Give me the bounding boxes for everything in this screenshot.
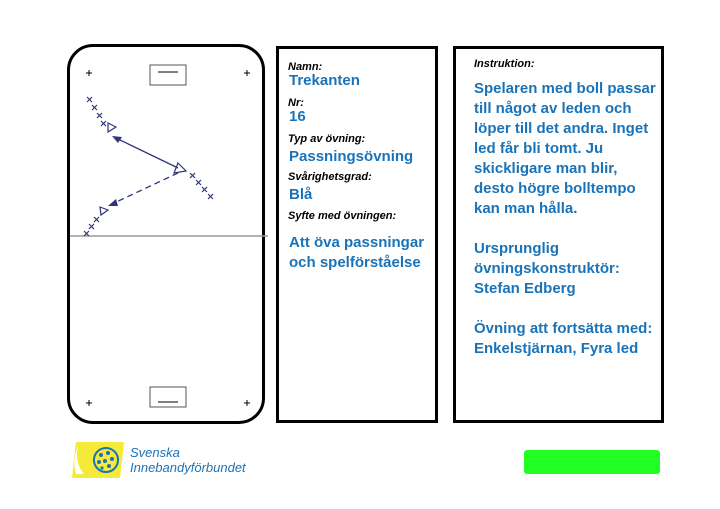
rink-diagram [67,44,265,424]
difficulty-color-button[interactable] [524,450,660,474]
logo-line1: Svenska [130,445,180,460]
drill-diagram [70,47,268,427]
instruction-text: Spelaren med boll passar till något av leden och löper till det andra. Inget led får bli tomt. Ju skickligare man blir, desto högre bolltempo kan man hålla. Ursprunglig övningskonstruktör: Stefan Edberg Övning att fortsätta med: Enkelstjärnan, Fyra led [474,80,656,357]
pass-arrow [112,173,178,204]
type-label: Typ av övning: [288,133,366,145]
faceoff-marks [86,70,250,406]
nr-value: 16 [289,108,306,125]
difficulty-value: Blå [289,186,313,203]
nr-label: Nr: [288,97,304,109]
bottom-goal [150,387,186,407]
name-label: Namn: [288,61,323,73]
difficulty-label: Svårighetsgrad: [288,171,372,183]
purpose-label: Syfte med övningen: [288,210,397,222]
run-arrow [118,139,178,168]
exercise-info-panel [276,46,438,423]
federation-logo [70,440,270,482]
instruction-label: Instruktion: [474,58,535,70]
logo-text [130,445,246,475]
name-value: Trekanten [289,72,360,89]
instruction-panel [453,46,664,423]
player-queues [84,97,213,236]
logo-line2: Innebandyförbundet [130,460,246,475]
type-value: Passningsövning [289,148,414,165]
purpose-value: Att öva passningar och spelförståelse [289,234,425,271]
floorball-logo-icon [70,440,126,480]
top-goal [150,65,186,85]
